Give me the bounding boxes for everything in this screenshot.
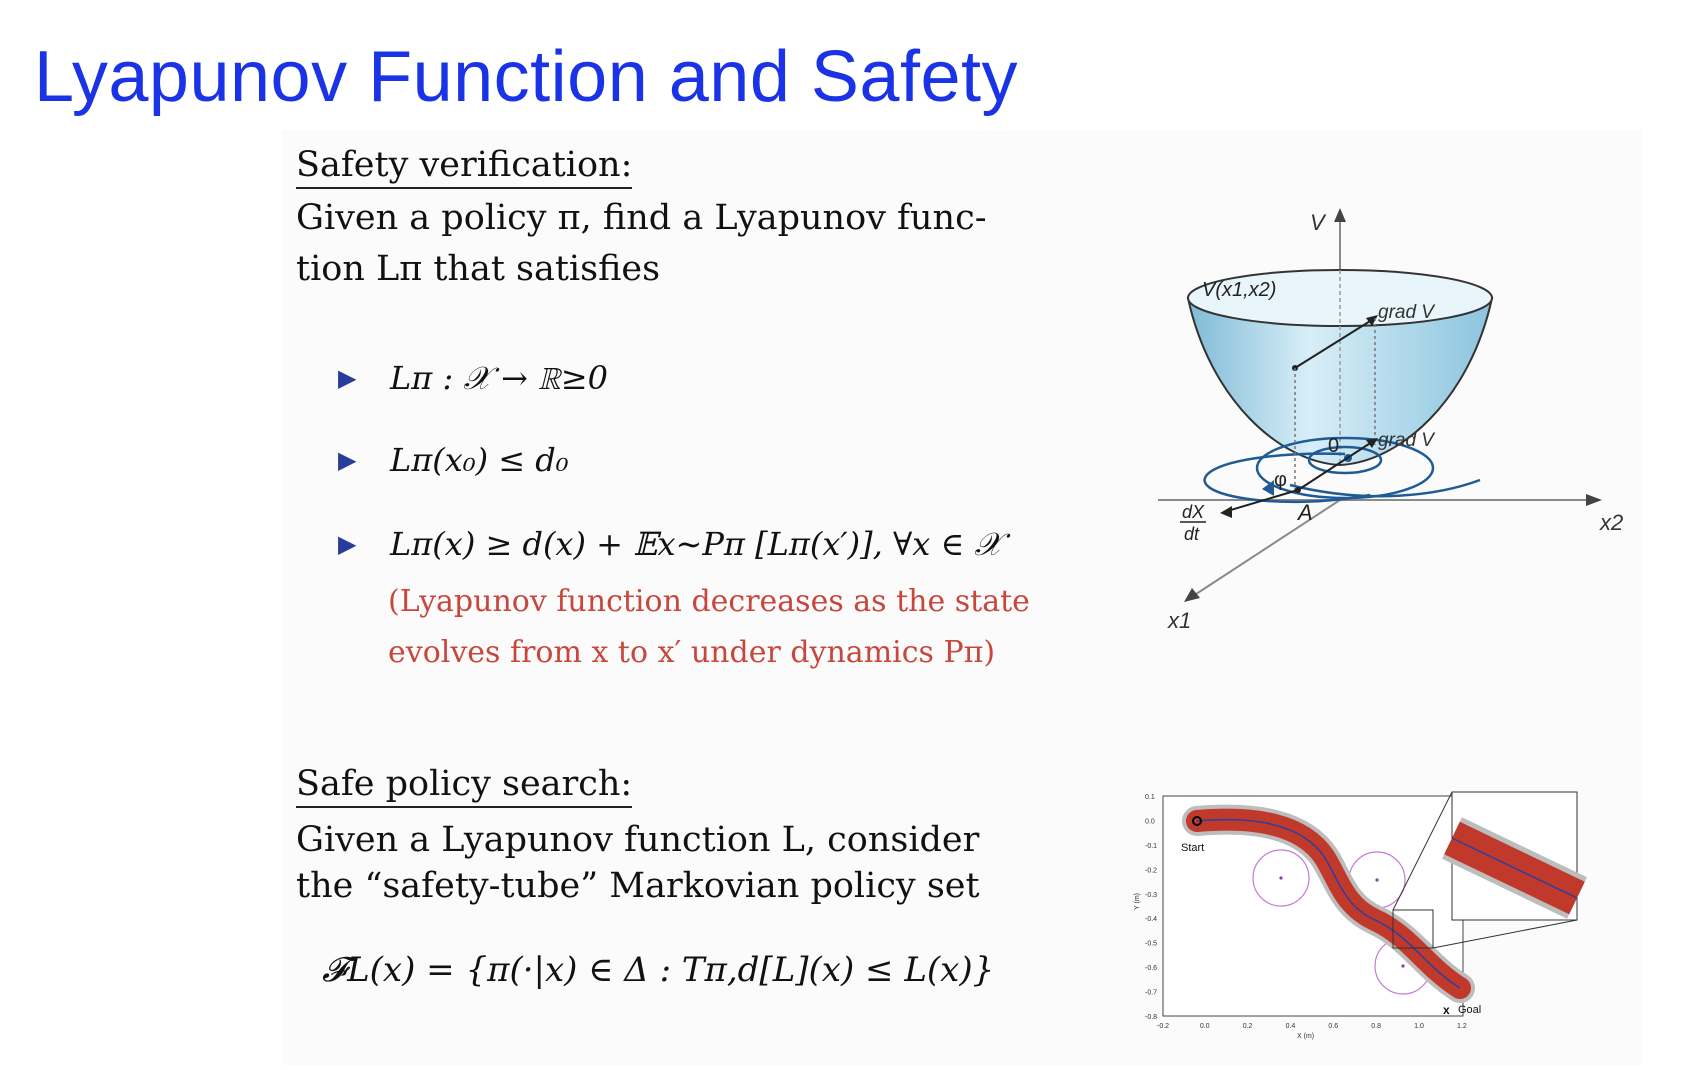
derivative-numerator: dX [1182, 502, 1205, 522]
lyapunov-bowl-figure [1140, 200, 1640, 650]
angle-label: φ [1274, 469, 1287, 491]
y-tick-label: -0.1 [1145, 842, 1158, 850]
page-title: Lyapunov Function and Safety [34, 37, 1018, 117]
note-line-1: (Lyapunov function decreases as the state [388, 584, 1030, 619]
policy-formula: 𝓕L(x) = {π(·|x) ∈ Δ : Tπ,d[L](x) ≤ L(x)} [322, 950, 995, 990]
x-tick-label: 0.6 [1328, 1023, 1339, 1030]
note-line-2: evolves from x to x′ under dynamics Pπ) [388, 635, 996, 670]
y-axis-label: Y (m) [1134, 893, 1141, 910]
y-tick-label: -0.6 [1145, 965, 1158, 973]
bullet-marker-3: ▶ [338, 530, 357, 558]
v-axis-label: V [1310, 210, 1325, 235]
y-tick-label: -0.5 [1145, 940, 1158, 948]
surface-label: V(x1,x2) [1202, 279, 1277, 301]
y-tick-label: -0.2 [1145, 867, 1158, 875]
x-tick-label: 1.2 [1457, 1023, 1467, 1030]
condition-1: Lπ : 𝒳 → ℝ≥0 [390, 359, 608, 397]
x-tick-label: 0.2 [1242, 1023, 1253, 1030]
derivative-denominator: dt [1184, 524, 1200, 544]
v-axis-arrow-icon [1334, 208, 1346, 222]
grad-top-label: grad V [1378, 302, 1434, 323]
safety-line-1: Given a policy π, find a Lyapunov func- [296, 198, 987, 238]
condition-2: Lπ(x₀) ≤ d₀ [390, 441, 569, 479]
x-tick-label: 0.0 [1199, 1023, 1210, 1030]
safety-line-2: tion Lπ that satisfies [296, 249, 661, 289]
bullet-marker-1: ▶ [338, 364, 357, 392]
derivative-arrow-icon [1220, 506, 1232, 518]
obstacle-3-center [1401, 964, 1404, 967]
x-tick-label: 1.0 [1414, 1023, 1424, 1030]
goal-marker: x [1443, 1003, 1450, 1017]
y-tick-label: -0.4 [1145, 916, 1158, 924]
x-tick-label: -0.2 [1157, 1023, 1170, 1030]
goal-label: Goal [1458, 1004, 1482, 1016]
x2-axis-label: x2 [1600, 510, 1624, 535]
x1-axis-label: x1 [1168, 608, 1192, 633]
x-tick-labels [1157, 1023, 1467, 1030]
origin-label: 0 [1328, 435, 1340, 457]
trajectory-figure [1125, 788, 1595, 1043]
policy-line-2: the “safety-tube” Markovian policy set [296, 866, 980, 906]
point-a-label: A [1298, 500, 1313, 525]
safety-heading: Safety verification: [296, 145, 632, 189]
y-tick-labels [1145, 794, 1157, 1021]
x-tick-label: 0.4 [1285, 1023, 1296, 1030]
y-tick-label: 0.0 [1145, 818, 1155, 826]
y-tick-label: -0.8 [1145, 1014, 1158, 1021]
x-tick-label: 0.8 [1371, 1023, 1382, 1030]
grad-bottom-label: grad V [1378, 430, 1434, 451]
bullet-marker-2: ▶ [338, 446, 357, 474]
x2-axis-arrow-icon [1586, 494, 1602, 506]
policy-heading: Safe policy search: [296, 764, 632, 808]
x1-axis-arrow-icon [1184, 588, 1200, 602]
y-tick-label: -0.7 [1145, 989, 1158, 997]
x-axis-label: X (m) [1297, 1033, 1315, 1040]
start-label: Start [1181, 842, 1205, 854]
policy-line-1: Given a Lyapunov function L, consider [296, 820, 980, 860]
x1-axis-line [1190, 500, 1340, 598]
condition-3: Lπ(x) ≥ d(x) + 𝔼x∼Pπ [Lπ(x′)], ∀x ∈ 𝒳 [390, 525, 1002, 563]
obstacle-1-center [1279, 876, 1282, 879]
y-tick-label: -0.3 [1145, 891, 1158, 899]
y-tick-label: 0.1 [1145, 794, 1155, 801]
obstacle-2-center [1375, 878, 1378, 881]
